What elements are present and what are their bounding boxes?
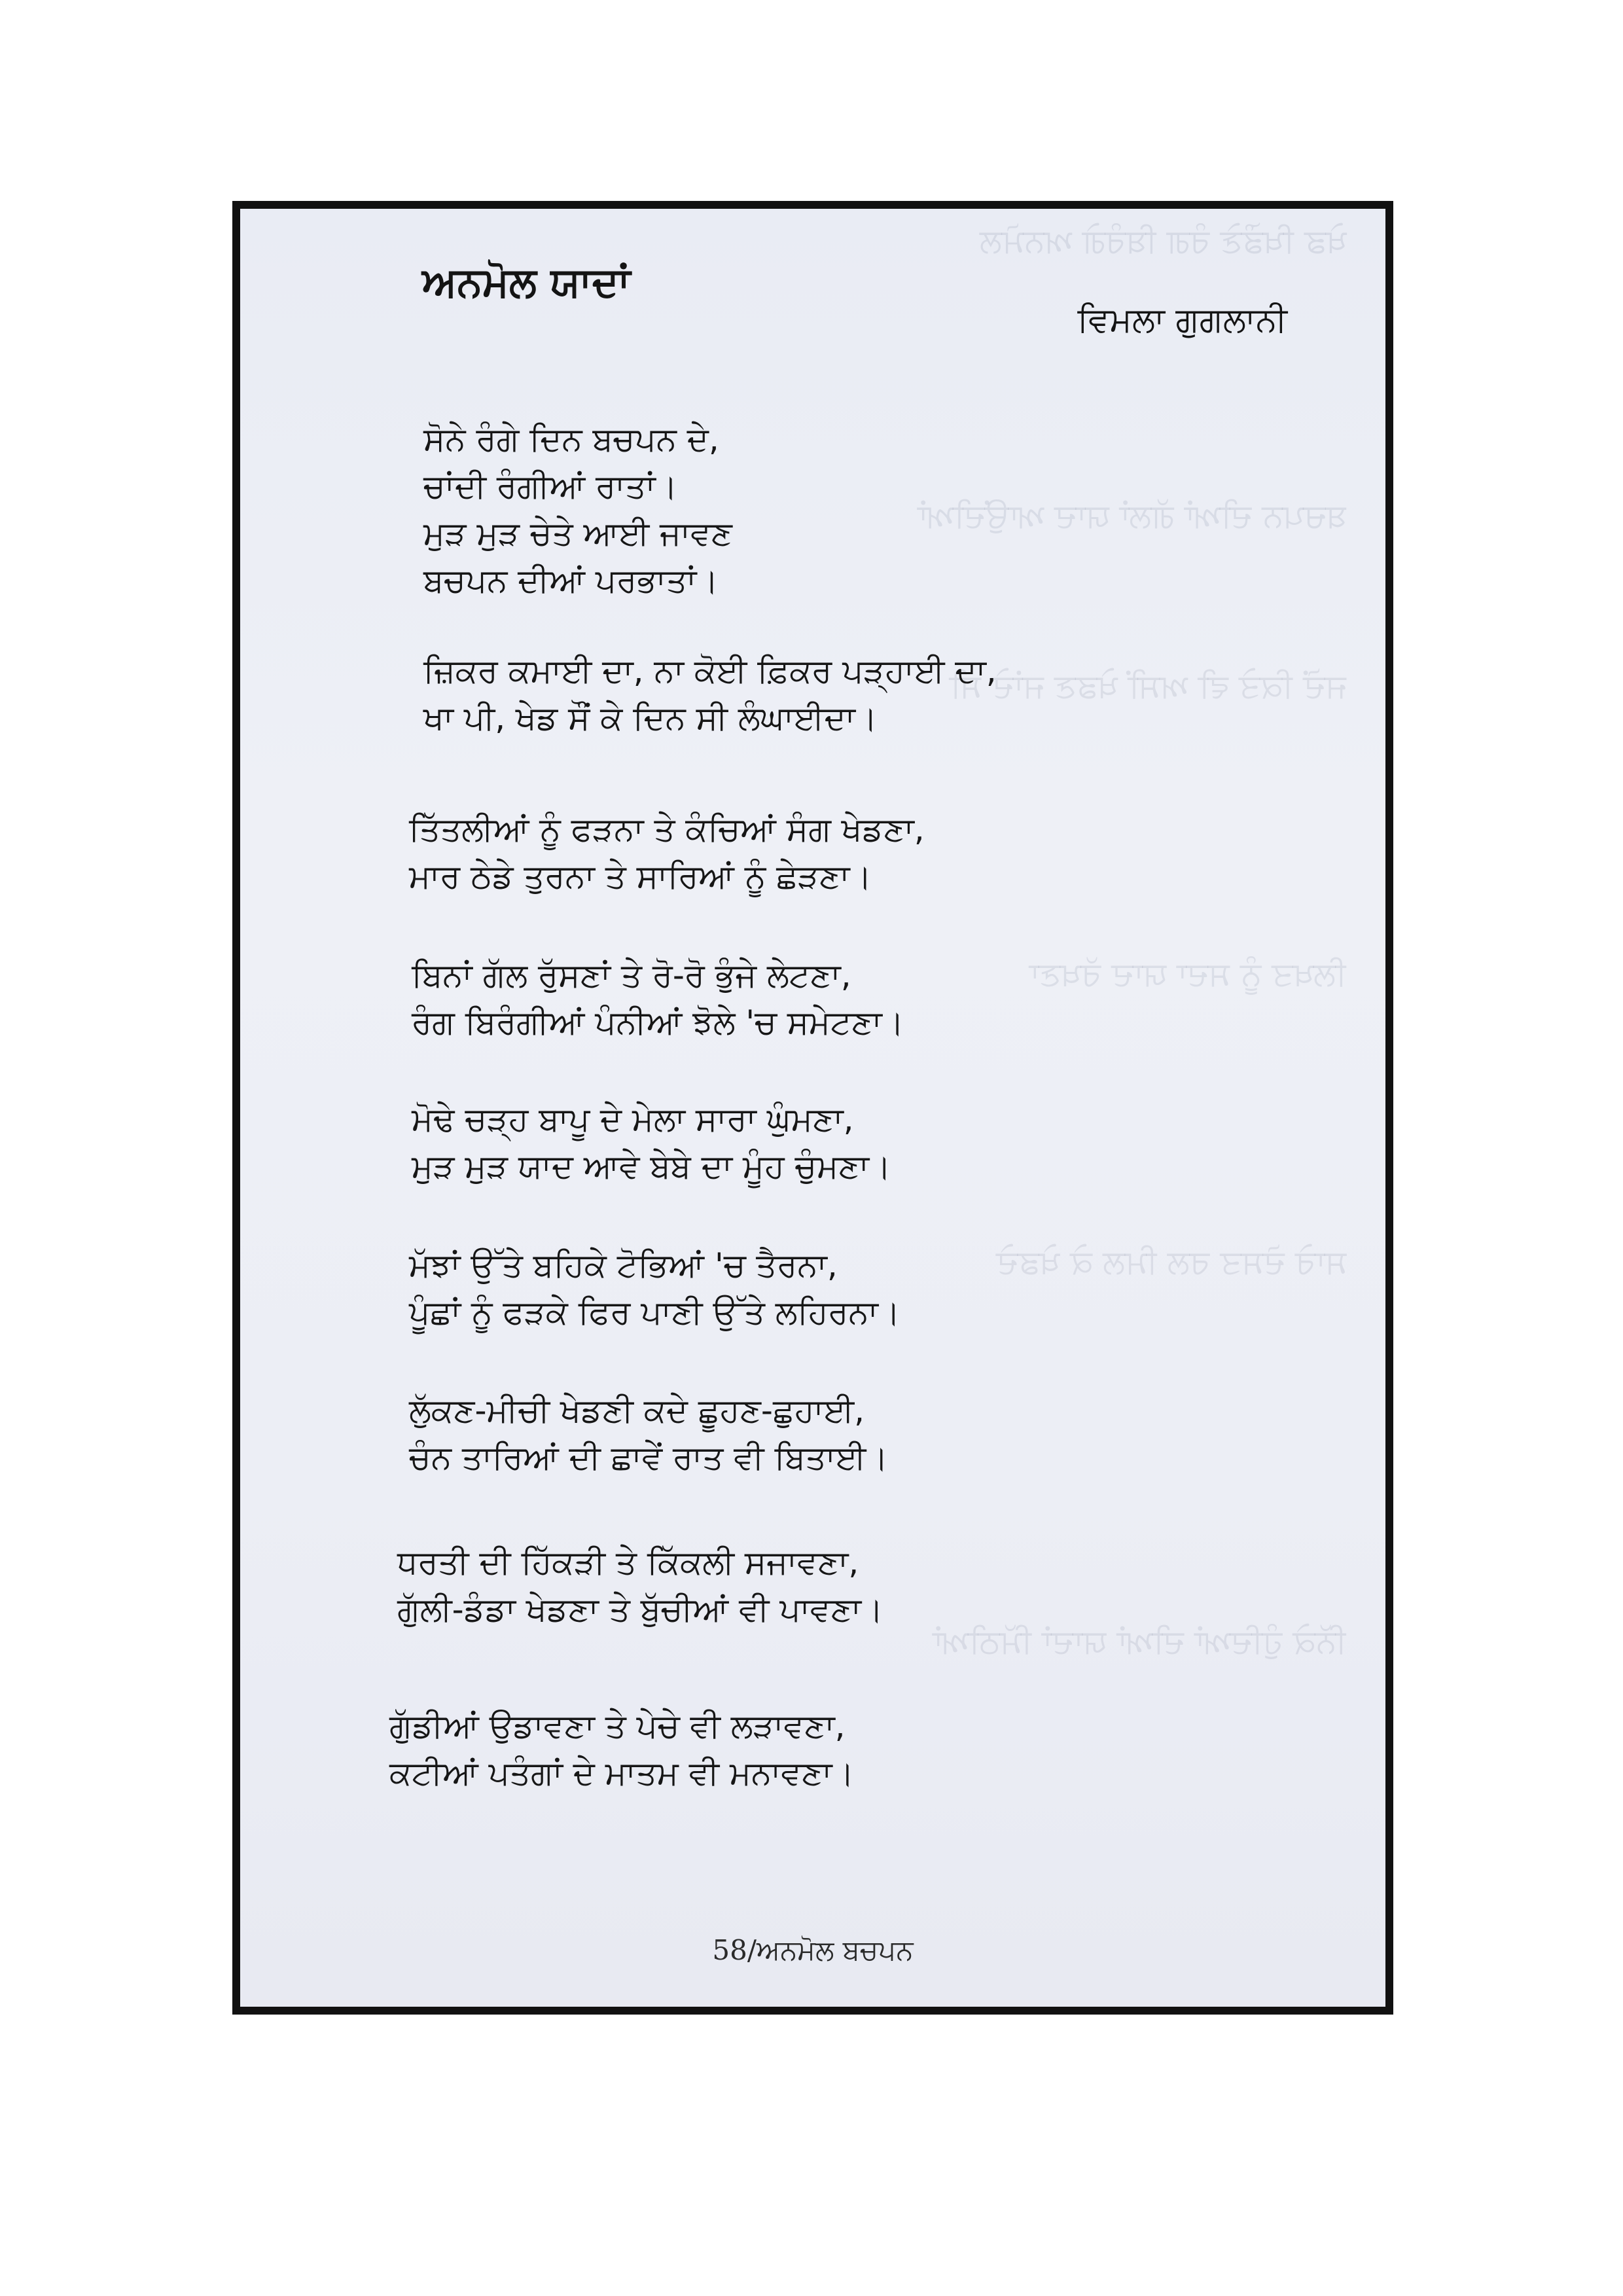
show-through-text: ਬਚਪਨ ਦੀਆਂ ਗੱਲਾਂ ਯਾਦ ਆਉਂਦੀਆਂ xyxy=(918,497,1346,535)
verse-line: ਗੁੱਡੀਆਂ ਉਡਾਵਣਾ ਤੇ ਪੇਚੇ ਵੀ ਲੜਾਵਣਾ, xyxy=(389,1707,846,1745)
verse-line: ਸੋਨੇ ਰੰਗੇ ਦਿਨ ਬਚਪਨ ਦੇ, xyxy=(423,420,719,458)
stanza-6 xyxy=(409,1242,1391,1336)
verse-line: ਮੁੜ ਮੁੜ ਯਾਦ ਆਵੇ ਬੇਬੇ ਦਾ ਮੂੰਹ ਚੁੰਮਣਾ। xyxy=(412,1147,891,1185)
poem-author: ਵਿਮਲਾ ਗੁਗਲਾਨੀ xyxy=(1077,300,1287,340)
poem-title: ਅਨਮੋਲ ਯਾਦਾਂ xyxy=(422,258,631,306)
book-page xyxy=(232,201,1393,2015)
show-through-text: ਖੇਡ ਖਿਡੌਣੇ ਰੰਗ ਬਿਰੰਗੇ ਅਨਮੋਲ xyxy=(979,222,1346,260)
verse-line: ਮੁੜ ਮੁੜ ਚੇਤੇ ਆਈ ਜਾਵਣ xyxy=(423,514,732,552)
verse-line: ਖਾ ਪੀ, ਖੇਡ ਸੌਂ ਕੇ ਦਿਨ ਸੀ ਲੰਘਾਈਦਾ। xyxy=(423,699,878,737)
verse-line: ਮਾਰ ਠੇਡੇ ਤੁਰਨਾ ਤੇ ਸਾਰਿਆਂ ਨੂੰ ਛੇੜਣਾ। xyxy=(409,857,872,895)
stanza-1 xyxy=(423,416,1393,604)
stanza-8 xyxy=(397,1539,1379,1633)
stanza-4 xyxy=(412,952,1393,1046)
verse-line: ਮੱਝਾਂ ਉੱਤੇ ਬਹਿਕੇ ਟੋਭਿਆਂ 'ਚ ਤੈਰਨਾ, xyxy=(409,1246,838,1284)
verse-line: ਲੁੱਕਣ-ਮੀਚੀ ਖੇਡਣੀ ਕਦੇ ਛੂਹਣ-ਛੁਹਾਈ, xyxy=(409,1391,865,1429)
verse-line: ਕਟੀਆਂ ਪਤੰਗਾਂ ਦੇ ਮਾਤਮ ਵੀ ਮਨਾਵਣਾ। xyxy=(389,1754,855,1792)
show-through-text: ਨਿੱਕੇ ਹੁੰਦਿਆਂ ਦੀਆਂ ਯਾਦਾਂ ਮਿੱਠੀਆਂ xyxy=(933,1623,1346,1660)
verse-line: ਬਚਪਨ ਦੀਆਂ ਪਰਭਾਤਾਂ। xyxy=(423,562,719,600)
stanza-9 xyxy=(389,1702,1371,1797)
verse-line: ਗੁੱਲੀ-ਡੰਡਾ ਖੇਡਣਾ ਤੇ ਬੁੱਚੀਆਂ ਵੀ ਪਾਵਣਾ। xyxy=(397,1590,883,1628)
verse-line: ਧਰਤੀ ਦੀ ਹਿੱਕੜੀ ਤੇ ਕਿੱਕਲੀ ਸਜਾਵਣਾ, xyxy=(397,1543,859,1581)
verse-line: ਜ਼ਿਕਰ ਕਮਾਈ ਦਾ, ਨਾ ਕੋਈ ਫ਼ਿਕਰ ਪੜ੍ਹਾਈ ਦਾ, xyxy=(423,652,997,690)
verse-line: ਰੰਗ ਬਿਰੰਗੀਆਂ ਪੰਨੀਆਂ ਝੋਲੇ 'ਚ ਸਮੇਟਣਾ। xyxy=(412,1003,904,1041)
stanza-3 xyxy=(409,806,1391,900)
show-through-text: ਲਿਖਤ ਨੂੰ ਸਦਾ ਯਾਦ ਰੱਖਣਾ xyxy=(1029,955,1346,993)
stanza-7 xyxy=(409,1387,1391,1481)
show-through-text: ਸਾਰੇ ਦੋਸਤ ਰਲ ਮਿਲ ਕੇ ਖੇਡਦੇ xyxy=(995,1243,1346,1281)
verse-line: ਤਿੱਤਲੀਆਂ ਨੂੰ ਫੜਨਾ ਤੇ ਕੰਚਿਆਂ ਸੰਗ ਖੇਡਣਾ, xyxy=(409,810,925,848)
verse-line: ਬਿਨਾਂ ਗੱਲ ਰੁੱਸਣਾਂ ਤੇ ਰੋ-ਰੋ ਭੁੰਜੇ ਲੇਟਣਾ, xyxy=(412,956,851,994)
page-number-footer: 58/ਅਨਮੋਲ ਬਚਪਨ xyxy=(712,1934,914,1966)
verse-line: ਮੋਢੇ ਚੜ੍ਹ ਬਾਪੂ ਦੇ ਮੇਲਾ ਸਾਰਾ ਘੁੰਮਣਾ, xyxy=(412,1100,854,1138)
verse-line: ਚੰਨ ਤਾਰਿਆਂ ਦੀ ਛਾਵੇਂ ਰਾਤ ਵੀ ਬਿਤਾਈ। xyxy=(409,1439,889,1477)
stanza-5 xyxy=(412,1096,1393,1190)
show-through-text: ਜਦੋਂ ਕਿਤੇ ਵੀ ਅਸੀਂ ਖੇਡਣ ਜਾਂਦੇ ਸੀ xyxy=(949,667,1346,705)
verse-line: ਪੂੰਛਾਂ ਨੂੰ ਫੜਕੇ ਫਿਰ ਪਾਣੀ ਉੱਤੇ ਲਹਿਰਨਾ। xyxy=(409,1293,901,1331)
stanza-2 xyxy=(423,647,1393,742)
verse-line: ਚਾਂਦੀ ਰੰਗੀਆਂ ਰਾਤਾਂ। xyxy=(423,467,678,505)
